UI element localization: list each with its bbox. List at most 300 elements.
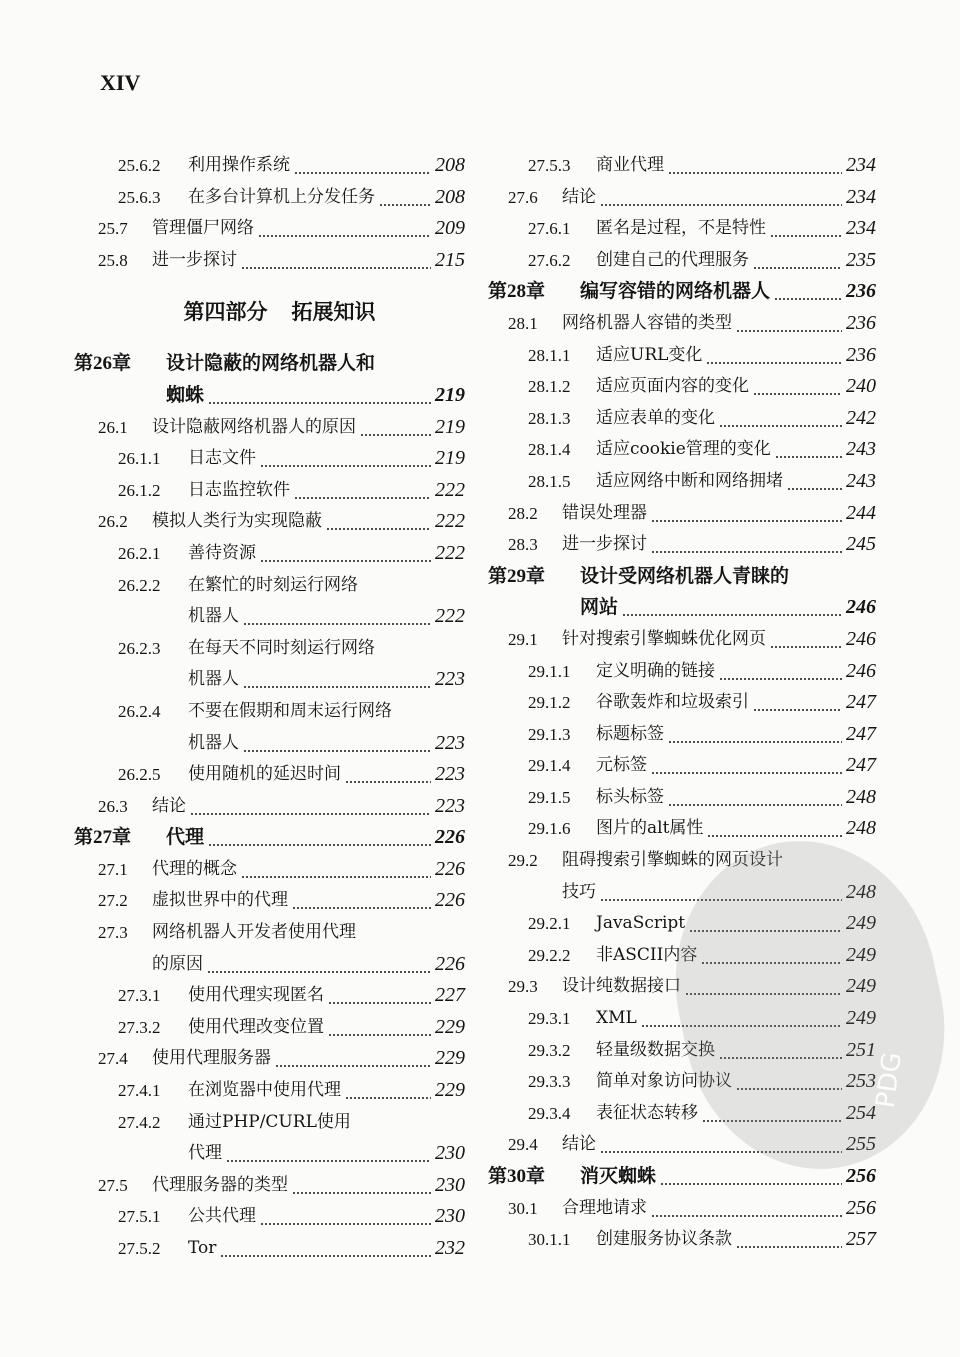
toc-entry-number: 26.3 [98, 796, 128, 816]
toc-entry-title: 的原因 [152, 953, 203, 974]
toc-entry-number: 29.3.2 [528, 1040, 571, 1060]
dot-leader [292, 885, 431, 917]
toc-entry[interactable] [70, 917, 465, 949]
toc-entry-number: 27.3 [98, 923, 128, 943]
toc-page-number: 236 [846, 280, 876, 303]
part-title: 拓展知识 [291, 299, 376, 325]
toc-entry-title: 使用随机的延迟时间 [188, 764, 341, 785]
toc-entry-number: 28.1.4 [528, 440, 571, 460]
toc-entry[interactable] [70, 1075, 465, 1107]
dot-leader [622, 592, 842, 624]
toc-chapter-entry[interactable] [478, 592, 876, 624]
dot-leader [294, 475, 431, 507]
toc-page-number: 254 [846, 1101, 876, 1124]
toc-page-number: 248 [846, 880, 876, 903]
toc-entry-title: 网络机器人容错的类型 [562, 312, 732, 333]
dot-leader [775, 434, 842, 466]
toc-entry-title: 阻碍搜索引擎蜘蛛的网页设计 [562, 850, 783, 871]
dot-leader [345, 759, 431, 791]
toc-entry[interactable] [478, 656, 876, 688]
toc-entry-number: 28.3 [508, 535, 538, 555]
toc-chapter-entry[interactable] [70, 822, 465, 854]
toc-entry[interactable] [70, 664, 465, 696]
toc-entry[interactable] [478, 719, 876, 751]
toc-entry-number: 29.2 [508, 851, 538, 871]
toc-page-number: 219 [435, 447, 465, 470]
toc-entry[interactable] [70, 538, 465, 570]
dot-leader [753, 371, 842, 403]
toc-entry[interactable] [478, 434, 876, 466]
toc-entry-number: 27.5.2 [118, 1239, 161, 1258]
toc-page-number: 256 [846, 1196, 876, 1219]
toc-entry-title: 定义明确的链接 [596, 660, 715, 681]
toc-entry-number: 29.2.1 [528, 914, 571, 934]
toc-entry-title: 代理服务器的类型 [152, 1174, 288, 1195]
dot-leader [651, 750, 842, 782]
dot-leader [707, 813, 842, 845]
toc-page-number: 246 [846, 659, 876, 682]
toc-entry-number: 第30章 [488, 1166, 546, 1187]
toc-entry-title: 适应URL变化 [596, 344, 703, 365]
toc-entry-title: 公共代理 [188, 1206, 256, 1227]
toc-entry[interactable] [70, 633, 465, 665]
toc-entry-title: 机器人 [188, 669, 239, 690]
toc-page-number: 249 [846, 943, 876, 966]
toc-entry-number: 26.2.4 [118, 701, 161, 721]
toc-page-number: 232 [435, 1237, 465, 1259]
toc-entry[interactable] [478, 150, 876, 182]
toc-entry-number: 27.6.2 [528, 250, 571, 270]
toc-entry[interactable] [70, 949, 465, 981]
toc-page-number: 245 [846, 533, 876, 556]
toc-entry[interactable] [70, 1138, 465, 1170]
dot-leader [600, 182, 842, 214]
toc-entry-title: 适应表单的变化 [596, 407, 715, 428]
dot-leader [360, 412, 431, 444]
toc-entry-number: 27.4.2 [118, 1112, 161, 1132]
dot-leader [379, 182, 431, 214]
toc-entry-title: 代理 [166, 826, 205, 849]
toc-entry-title: 虚拟世界中的代理 [152, 890, 288, 911]
toc-page-number: 247 [846, 691, 876, 714]
dot-leader [258, 213, 431, 245]
toc-page-number: 247 [846, 754, 876, 777]
toc-chapter-entry[interactable] [70, 348, 465, 380]
toc-entry-title: 结论 [152, 795, 186, 816]
toc-entry-title: 利用操作系统 [188, 155, 290, 175]
toc-entry-title: 匿名是过程，不是特性 [596, 218, 766, 239]
toc-entry-title: 在繁忙的时刻运行网络 [188, 574, 358, 595]
dot-leader [753, 245, 842, 277]
toc-entry-title: 表征状态转移 [596, 1102, 698, 1123]
dot-leader [294, 150, 431, 182]
toc-page-number: 257 [846, 1228, 876, 1251]
toc-entry-number: 29.4 [508, 1135, 538, 1155]
toc-page-number: 226 [435, 952, 465, 975]
toc-entry[interactable] [478, 245, 876, 277]
dot-leader [719, 403, 842, 435]
toc-page-number: 215 [435, 248, 465, 271]
toc-entry-title: 设计纯数据接口 [562, 976, 681, 997]
toc-page-number: 230 [435, 1205, 465, 1228]
dot-leader [292, 1170, 431, 1202]
toc-entry-title: 设计受网络机器人青睐的 [580, 564, 790, 587]
toc-entry-title: Tor [188, 1238, 217, 1258]
toc-entry-number: 25.6.2 [118, 156, 161, 175]
dot-leader [770, 624, 842, 656]
toc-entry-title: 商业代理 [596, 155, 664, 175]
toc-page-number: 244 [846, 501, 876, 524]
toc-page-number: 226 [435, 889, 465, 912]
toc-entry[interactable] [70, 1043, 465, 1075]
dot-leader [190, 791, 431, 823]
dot-leader [719, 656, 842, 688]
toc-entry[interactable] [70, 443, 465, 475]
toc-entry-title: 谷歌轰炸和垃圾索引 [596, 692, 749, 713]
toc-entry-number: 27.2 [98, 891, 128, 911]
toc-entry-title: 创建服务协议条款 [596, 1229, 732, 1250]
toc-entry[interactable] [478, 371, 876, 403]
toc-entry[interactable] [478, 624, 876, 656]
toc-page-number: 242 [846, 406, 876, 429]
toc-entry-number: 29.3.1 [528, 1009, 571, 1029]
toc-entry[interactable] [478, 750, 876, 782]
toc-entry-title: 网站 [580, 596, 619, 619]
dot-leader [243, 664, 431, 696]
toc-entry-number: 26.1.2 [118, 480, 161, 500]
dot-leader [328, 1012, 431, 1044]
toc-entry-number: 27.1 [98, 859, 128, 879]
dot-leader [260, 538, 431, 570]
toc-page-number: 234 [846, 217, 876, 240]
toc-entry[interactable] [478, 403, 876, 435]
toc-entry[interactable] [70, 854, 465, 886]
toc-entry-title: 简单对象访问协议 [596, 1071, 732, 1092]
toc-entry-number: 26.1.1 [118, 449, 161, 469]
toc-entry-number: 26.2.2 [118, 575, 161, 595]
toc-entry-number: 26.2.5 [118, 765, 161, 785]
toc-entry-number: 29.3.4 [528, 1103, 571, 1123]
toc-entry-number: 29.1.4 [528, 756, 571, 776]
toc-entry-title: 创建自己的代理服务 [596, 249, 749, 270]
toc-page-number: 249 [846, 912, 876, 935]
toc-page-number: 255 [846, 1133, 876, 1156]
toc-page-number: 243 [846, 438, 876, 461]
toc-page-number: 229 [435, 1047, 465, 1070]
toc-entry[interactable] [478, 213, 876, 245]
toc-entry[interactable] [70, 412, 465, 444]
dot-leader [275, 1043, 431, 1075]
toc-entry-title: 不要在假期和周末运行网络 [188, 700, 392, 721]
dot-leader [345, 1075, 431, 1107]
toc-entry[interactable] [478, 182, 876, 214]
toc-entry-number: 30.1.1 [528, 1230, 571, 1250]
toc-entry-title: 合理地请求 [562, 1197, 647, 1218]
toc-entry-number: 29.1.5 [528, 787, 571, 807]
toc-page-number: 223 [435, 794, 465, 817]
toc-page-number: 236 [846, 343, 876, 366]
toc-page-number: 209 [435, 217, 465, 240]
toc-entry-title: 日志监控软件 [188, 479, 290, 500]
toc-entry-title: 技巧 [562, 881, 596, 902]
toc-page-number: 246 [846, 627, 876, 650]
toc-entry[interactable] [70, 980, 465, 1012]
toc-entry-title: 图片的alt属性 [596, 818, 704, 839]
toc-entry-title: 轻量级数据交换 [596, 1039, 715, 1060]
dot-leader [736, 308, 842, 340]
toc-entry[interactable] [70, 601, 465, 633]
toc-entry[interactable] [478, 687, 876, 719]
toc-entry-number: 25.6.3 [118, 187, 161, 207]
toc-entry-number: 27.4.1 [118, 1081, 161, 1101]
toc-entry-title: 进一步探讨 [152, 249, 237, 270]
dot-leader [260, 443, 431, 475]
toc-page-number: 235 [846, 248, 876, 271]
toc-entry-title: 在每天不同时刻运行网络 [188, 637, 375, 658]
toc-page-number: 240 [846, 375, 876, 398]
toc-entry-title: 进一步探讨 [562, 534, 647, 555]
toc-page-number: 219 [435, 383, 465, 406]
toc-page-number: 219 [435, 415, 465, 438]
toc-entry[interactable] [70, 1107, 465, 1139]
dot-leader [770, 213, 842, 245]
toc-entry-number: 26.2 [98, 512, 128, 532]
dot-leader [243, 728, 431, 760]
toc-entry-title: 结论 [562, 186, 596, 207]
toc-entry[interactable] [70, 885, 465, 917]
toc-entry-title: 在浏览器中使用代理 [188, 1080, 341, 1101]
dot-leader [668, 782, 842, 814]
dot-leader [220, 1233, 431, 1265]
toc-entry-number: 27.5 [98, 1175, 128, 1195]
toc-entry-title: XML [596, 1008, 637, 1029]
toc-entry-number: 27.5.3 [528, 156, 571, 175]
toc-left-column [70, 150, 465, 1265]
toc-page-number: 249 [846, 1007, 876, 1030]
dot-leader [668, 719, 842, 751]
toc-entry-number: 第27章 [74, 827, 132, 849]
toc-entry-number: 29.1.6 [528, 819, 571, 839]
toc-entry-title: 适应页面内容的变化 [596, 376, 749, 397]
toc-entry-title: JavaScript [596, 913, 686, 934]
toc-entry-title: 网络机器人开发者使用代理 [152, 922, 356, 943]
toc-entry-title: 设计隐蔽网络机器人的原因 [152, 416, 356, 437]
toc-entry-title: 使用代理改变位置 [188, 1016, 324, 1037]
toc-entry-title: 错误处理器 [562, 502, 647, 523]
toc-entry-number: 28.1.1 [528, 345, 571, 365]
toc-page-number: 234 [846, 154, 876, 176]
toc-page-number: 223 [435, 731, 465, 754]
toc-entry-title: 机器人 [188, 732, 239, 753]
dot-leader [208, 822, 431, 854]
toc-entry[interactable] [70, 213, 465, 245]
toc-entry[interactable] [70, 1170, 465, 1202]
toc-entry-number: 29.1.2 [528, 693, 571, 713]
toc-entry[interactable] [478, 813, 876, 845]
toc-page-number: 208 [435, 185, 465, 208]
toc-entry[interactable] [478, 782, 876, 814]
toc-page-number: 230 [435, 1173, 465, 1196]
dot-leader [753, 687, 842, 719]
toc-entry-number: 27.6 [508, 187, 538, 207]
toc-entry-title: 标头标签 [596, 786, 664, 807]
toc-entry-title: 使用代理服务器 [152, 1048, 271, 1069]
toc-entry-number: 29.2.2 [528, 945, 571, 965]
toc-entry-number: 28.1.3 [528, 408, 571, 428]
toc-entry-title: 代理的概念 [152, 858, 237, 879]
toc-page-number: 229 [435, 1015, 465, 1038]
toc-page-number: 208 [435, 154, 465, 176]
toc-entry-title: 日志文件 [188, 448, 256, 469]
toc-entry[interactable] [70, 728, 465, 760]
dot-leader [774, 276, 842, 308]
toc-entry-number: 第29章 [488, 565, 546, 587]
toc-entry-number: 29.1.1 [528, 661, 571, 681]
toc-entry-number: 29.3 [508, 977, 538, 997]
toc-entry-number: 27.4 [98, 1049, 128, 1069]
toc-entry[interactable] [478, 308, 876, 340]
toc-entry-number: 28.1.5 [528, 471, 571, 491]
toc-page-number: 226 [435, 826, 465, 849]
toc-entry[interactable] [70, 759, 465, 791]
toc-chapter-entry[interactable] [478, 276, 876, 308]
toc-entry[interactable] [70, 1233, 465, 1265]
dot-leader [651, 529, 842, 561]
toc-entry-title: 消灭蜘蛛 [580, 1165, 657, 1187]
toc-entry-number: 26.2.1 [118, 543, 161, 563]
toc-entry-number: 28.1 [508, 313, 538, 333]
toc-entry-number: 29.1.3 [528, 724, 571, 744]
toc-entry-number: 27.3.1 [118, 986, 161, 1006]
toc-page-number: 256 [846, 1165, 876, 1187]
toc-chapter-entry[interactable] [478, 561, 876, 593]
toc-page-number: 222 [435, 510, 465, 533]
toc-page-number: 230 [435, 1142, 465, 1165]
toc-entry-number: 28.1.2 [528, 377, 571, 397]
toc-entry[interactable] [70, 570, 465, 602]
toc-entry-title: 模拟人类行为实现隐蔽 [152, 511, 322, 532]
dot-leader [226, 1138, 431, 1170]
dot-leader [651, 498, 842, 530]
toc-page-number: 222 [435, 605, 465, 628]
toc-page-number: 246 [846, 596, 876, 619]
toc-entry-title: 设计隐蔽的网络机器人和 [166, 352, 376, 375]
toc-entry[interactable] [478, 1224, 876, 1256]
toc-entry[interactable] [478, 529, 876, 561]
dot-leader [207, 949, 431, 981]
toc-page-number: 248 [846, 785, 876, 808]
toc-entry[interactable] [70, 506, 465, 538]
dot-leader [241, 854, 431, 886]
dot-leader [706, 340, 842, 372]
dot-leader [651, 1193, 842, 1225]
toc-entry-number: 29.1 [508, 629, 538, 649]
toc-entry-number: 26.2.3 [118, 638, 161, 658]
toc-entry[interactable] [70, 791, 465, 823]
dot-leader [326, 506, 431, 538]
toc-chapter-entry[interactable] [70, 380, 465, 412]
toc-entry[interactable] [478, 466, 876, 498]
toc-page-number: 249 [846, 975, 876, 998]
toc-entry-number: 28.2 [508, 503, 538, 523]
toc-page-number: 229 [435, 1079, 465, 1102]
toc-entry-number: 27.5.1 [118, 1207, 161, 1227]
toc-entry-title: 通过PHP/CURL使用 [188, 1111, 351, 1132]
dot-leader [208, 380, 431, 412]
toc-entry-title: 适应cookie管理的变化 [596, 439, 771, 460]
toc-entry-number: 26.1 [98, 417, 128, 437]
dot-leader [241, 245, 431, 277]
dot-leader [243, 601, 431, 633]
toc-page-number: 223 [435, 763, 465, 786]
toc-entry-title: 适应网络中断和网络拥堵 [596, 470, 783, 491]
toc-page-number: 236 [846, 311, 876, 334]
toc-entry-title: 结论 [562, 1134, 596, 1155]
toc-page-number: 243 [846, 469, 876, 492]
toc-entry-number: 第28章 [488, 281, 546, 303]
toc-entry-number: 第26章 [74, 353, 132, 375]
toc-entry[interactable] [70, 150, 465, 182]
part-number: 第四部分 [183, 299, 268, 325]
dot-leader [260, 1201, 431, 1233]
toc-entry-number: 25.8 [98, 250, 128, 270]
toc-entry-title: 在多台计算机上分发任务 [188, 186, 375, 207]
toc-entry-title: 元标签 [596, 755, 647, 776]
toc-page-number: 248 [846, 817, 876, 840]
toc-entry-title: 针对搜索引擎蜘蛛优化网页 [562, 628, 766, 649]
toc-entry-number: 27.3.2 [118, 1017, 161, 1037]
toc-page-number: 234 [846, 185, 876, 208]
toc-entry[interactable] [478, 1193, 876, 1225]
toc-entry-title: 使用代理实现匿名 [188, 985, 324, 1006]
toc-entry-number: 29.3.3 [528, 1072, 571, 1092]
toc-entry-title: 机器人 [188, 606, 239, 627]
dot-leader [736, 1224, 842, 1256]
toc-entry[interactable] [478, 340, 876, 372]
toc-page-number: 226 [435, 857, 465, 880]
toc-page-number: 251 [846, 1038, 876, 1061]
toc-page-number: 222 [435, 478, 465, 501]
dot-leader [328, 980, 431, 1012]
watermark-text: PDG [870, 1050, 909, 1110]
toc-entry-title: 管理僵尸网络 [152, 218, 254, 239]
toc-page-number: 253 [846, 1070, 876, 1093]
toc-page-number: 247 [846, 722, 876, 745]
dot-leader [668, 150, 842, 182]
toc-entry[interactable] [70, 475, 465, 507]
toc-entry-title: 代理 [188, 1143, 222, 1164]
toc-entry-title: 标题标签 [596, 723, 664, 744]
toc-page-number: 227 [435, 984, 465, 1007]
toc-entry[interactable] [478, 498, 876, 530]
part-heading [70, 276, 465, 348]
page-number: XIV [100, 70, 141, 95]
toc-entry-number: 25.7 [98, 219, 128, 239]
toc-page-number: 223 [435, 668, 465, 691]
toc-entry[interactable] [70, 245, 465, 277]
toc-entry-title: 蜘蛛 [166, 383, 205, 406]
toc-entry[interactable] [70, 1201, 465, 1233]
dot-leader [787, 466, 842, 498]
toc-entry-title: 编写容错的网络机器人 [580, 280, 771, 303]
toc-entry[interactable] [70, 1012, 465, 1044]
toc-entry[interactable] [70, 182, 465, 214]
toc-entry-title: 善待资源 [188, 542, 256, 563]
toc-entry-title: 非ASCII内容 [596, 944, 698, 965]
toc-entry[interactable] [70, 696, 465, 728]
toc-page-number: 222 [435, 541, 465, 564]
toc-entry-number: 30.1 [508, 1198, 538, 1218]
